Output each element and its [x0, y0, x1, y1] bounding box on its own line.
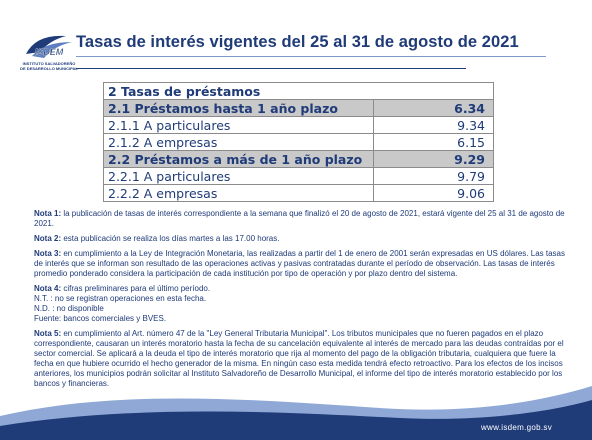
notes-section [34, 209, 570, 394]
page-title: Tasas de interés vigentes del 25 al 31 de agosto de 2021 [76, 33, 519, 51]
note-3 [34, 249, 570, 279]
note-2 [34, 234, 570, 244]
rate-value: 9.79 [374, 168, 494, 185]
note-label: Nota 3: [34, 249, 62, 258]
note-text: cifras preliminares para el último período. [63, 284, 211, 293]
rate-value: 9.29 [374, 151, 494, 168]
footer-url: www.isdem.gob.sv [480, 423, 552, 432]
rate-value: 6.34 [374, 100, 494, 117]
note-text: en cumplimiento al Art. número 47 de la "Ley General Tributaria Municipal". Los tributos municipales que no fueren pagados en el plazo correspondiente, causaran un interés moratorio hasta la fecha de su cancelación equivalente al interés de mercado para las deudas contraídas por el sector comercial. Se aplicará a la deuda el tipo de interés moratorio que rija al momento del pago de la obligación tributaria, cualquiera que fuere la fecha en que hubiere ocurrido el hecho generador de la misma. En ningún caso esta medida tendrá efecto retroactivo. Para los efectos de los incisos anteriores, los municipios podrán solicitar al Instituto Salvadoreño de Desarrollo Municipal, el informe del tipo de interés moratorio establecido por los bancos y financieras. [34, 329, 564, 388]
table-row [104, 134, 494, 151]
rate-value: 9.34 [374, 117, 494, 134]
rate-label: 2.2 Préstamos a más de 1 año plazo [104, 151, 374, 168]
note-text: la publicación de tasas de interés correspondiente a la semana que finalizó el 20 de agosto de 2021, estará vigente del 25 al 31 de agosto de 2021. [34, 209, 565, 228]
note-text: en cumplimiento a la Ley de Integración Monetaria, las realizadas a partir del 1 de enero de 2001 serán expresadas en US dólares. Las tasas de interés que se informan son resultado de las operaciones activas y pasivas contratadas durante el período de observación. Las tasas de interés promedio ponderado considera la participación de cada institución por tipo de operación y por plazo dentro del sistema. [34, 249, 565, 278]
rate-value: 6.15 [374, 134, 494, 151]
rate-label: 2.1.1 A particulares [104, 117, 374, 134]
logo-subtitle: INSTITUTO SALVADOREÑO DE DESARROLLO MUNICIPAL [20, 61, 78, 71]
title-divider-dark [76, 68, 466, 69]
rate-label: 2.2.1 A particulares [104, 168, 374, 185]
note-label: Nota 2: [34, 234, 62, 243]
table-row [104, 100, 494, 117]
rate-label: 2.2.2 A empresas [104, 185, 374, 202]
note-line-source: Fuente: bancos comerciales y BVES. [34, 314, 167, 323]
note-label: Nota 5: [34, 329, 62, 338]
note-label: Nota 1: [34, 209, 62, 218]
table-heading-row [104, 83, 494, 100]
note-line-nt: N.T. : no se registran operaciones en esta fecha. [34, 294, 207, 303]
rate-label: 2.1.2 A empresas [104, 134, 374, 151]
note-text: esta publicación se realiza los días martes a las 17.00 horas. [63, 234, 280, 243]
note-1 [34, 209, 570, 229]
table-row [104, 151, 494, 168]
note-label: Nota 4: [34, 284, 62, 293]
section-title: 2 Tasas de préstamos [104, 83, 494, 100]
note-line-nd: N.D. : no disponible [34, 304, 104, 313]
rate-value: 9.06 [374, 185, 494, 202]
note-4 [34, 284, 570, 324]
logo-text: ISDEM [34, 47, 64, 57]
rate-label: 2.1 Préstamos hasta 1 año plazo [104, 100, 374, 117]
table-row [104, 185, 494, 202]
table-row [104, 168, 494, 185]
table-row [104, 117, 494, 134]
rates-table [103, 82, 494, 202]
isdem-logo-icon [22, 30, 76, 62]
title-divider [76, 56, 546, 57]
